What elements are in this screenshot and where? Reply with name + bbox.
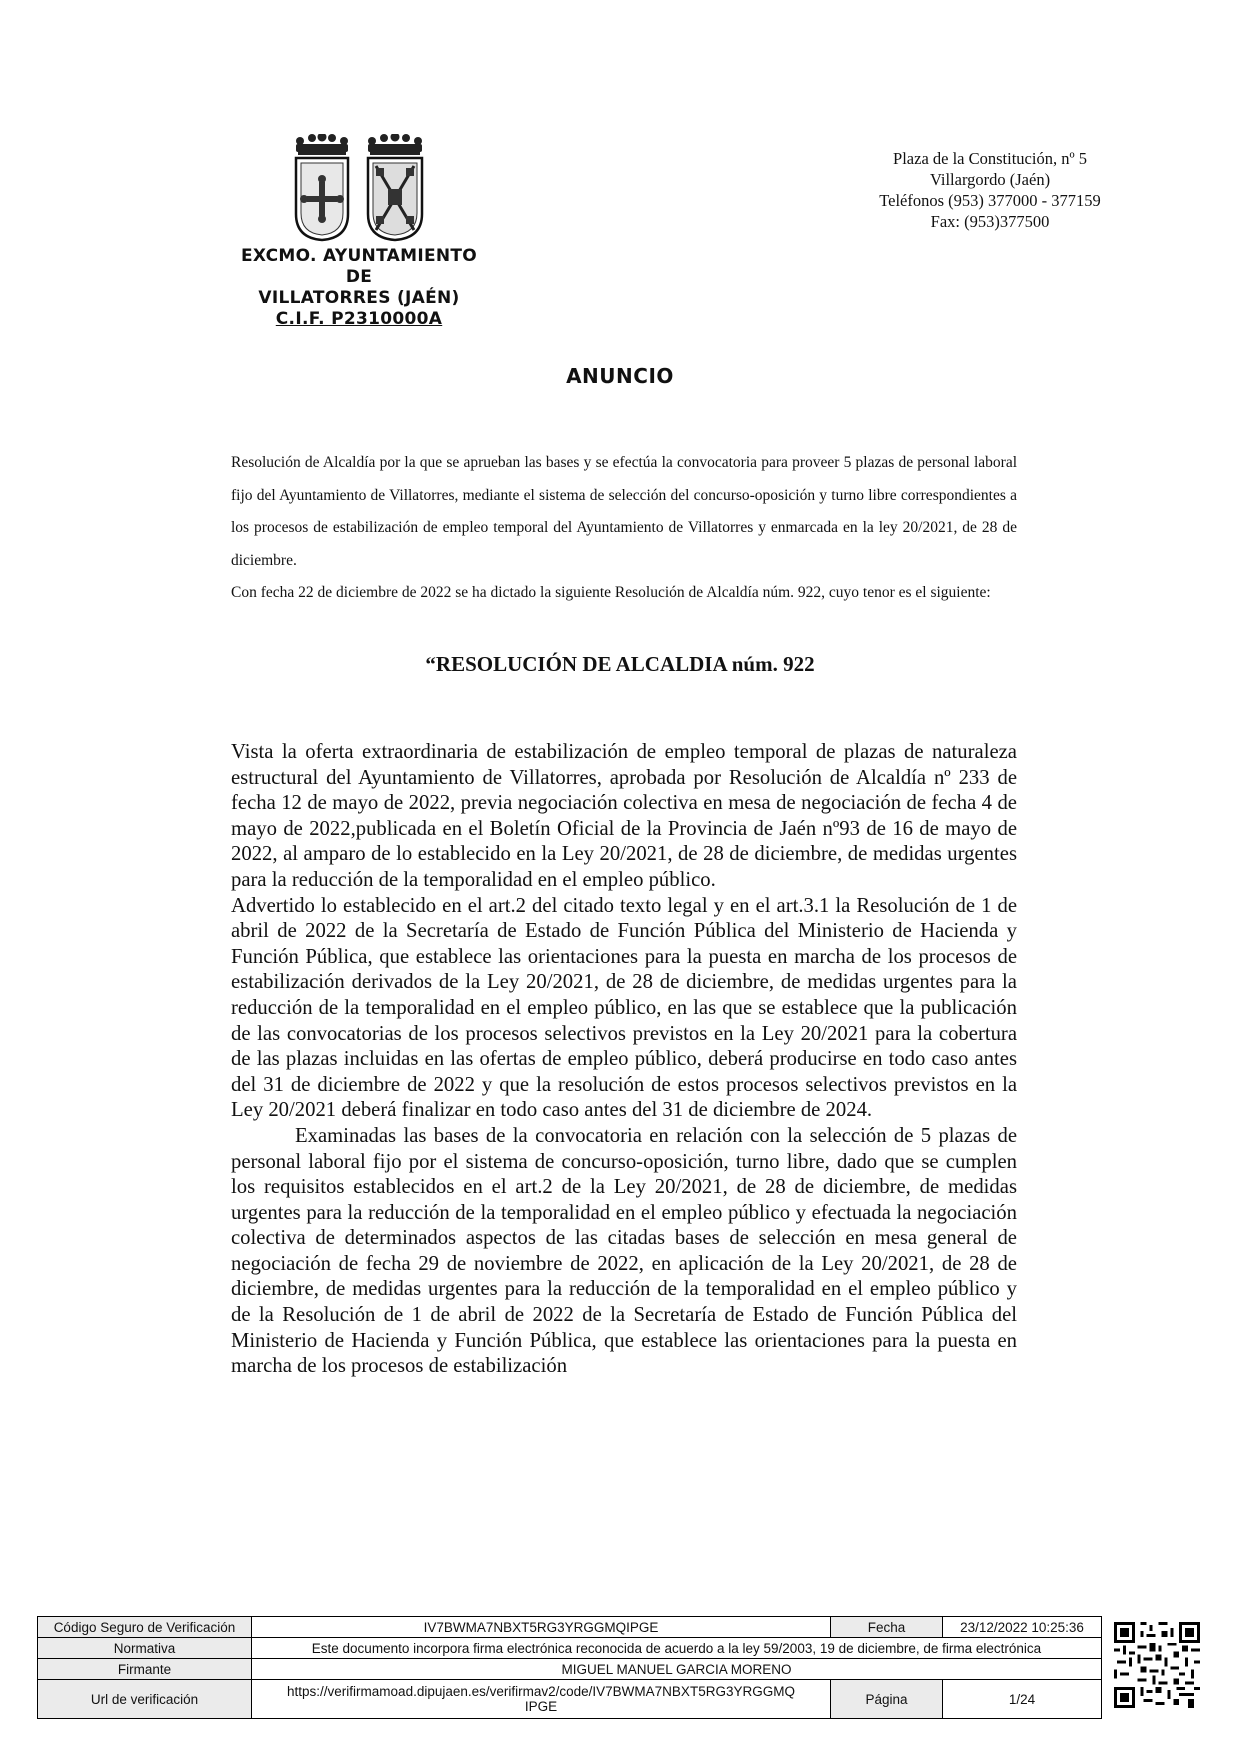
address-block [850, 148, 1130, 232]
table-row [38, 1638, 1102, 1659]
body-paragraph-3: Examinadas las bases de la convocatoria en relación con la selección de 5 plazas de personal laboral fijo por el sistema de concurso-oposición, turno libre, dado que se cumplen los requisitos establecidos en el art.2 de la Ley 20/2021, de 28 de diciembre, de medidas urgentes para la reducción de la temporalidad en el empleo público y efectuada la negociación colectiva de determinados aspectos de las citadas bases de selección en mesa general de negociación de fecha 29 de noviembre de 2022, en aplicación de la Ley 20/2021, de 28 de diciembre, de medidas urgentes para la reducción de la temporalidad en el empleo público y de la Resolución de 1 de abril de 2022 de la Secretaría de Estado de Función Pública del Ministerio de Hacienda y Función Pública, que establece las orientaciones para la puesta en marcha de los procesos de estabilización [231, 1124, 1017, 1378]
org-name-line2: DE [345, 267, 373, 287]
url-label: Url de verificación [38, 1680, 252, 1719]
address-phones: Teléfonos (953) 377000 - 377159 [879, 191, 1101, 210]
org-cif: C.I.F. P2310000A [275, 309, 443, 329]
address-town: Villargordo (Jaén) [929, 170, 1051, 189]
normativa-label: Normativa [38, 1638, 252, 1659]
table-row [38, 1680, 1102, 1719]
address-fax: Fax: (953)377500 [930, 212, 1050, 231]
org-name-line3: VILLATORRES (JAÉN) [258, 288, 460, 308]
resolution-title: “RESOLUCIÓN DE ALCALDIA núm. 922 [425, 652, 815, 676]
fecha-label: Fecha [831, 1617, 943, 1638]
pagina-label: Página [831, 1680, 943, 1719]
qr-code-icon [1114, 1622, 1200, 1708]
csv-value: IV7BWMA7NBXT5RG3YRGGMQIPGE [252, 1617, 831, 1638]
resolution-body [231, 740, 1017, 1380]
coat-of-arms-logo [290, 134, 430, 242]
intro-section [231, 447, 1017, 610]
organization-block [214, 246, 504, 330]
url-value-line1[interactable]: https://verifirmamoad.dipujaen.es/verifirmav2/code/IV7BWMA7NBXT5RG3YRGGMQ [287, 1684, 795, 1699]
address-street: Plaza de la Constitución, nº 5 [893, 149, 1087, 168]
body-paragraph-2: Advertido lo establecido en el art.2 del citado texto legal y en el art.3.1 la Resolución de 1 de abril de 2022 de la Secretaría de Estado de Función Pública del Ministerio de Hacienda y Función Pública, que establece las orientaciones para la puesta en marcha de los procesos de estabilización derivados de la Ley 20/2021, de 28 de diciembre, de medidas urgentes para la reducción de la temporalidad en el empleo público, en las que se establece que la publicación de las convocatorias de los procesos selectivos previstos en la Ley 20/2021 para la cobertura de las plazas incluidas en las ofertas de empleo público, deberá producirse en todo caso antes del 31 de diciembre de 2022 y que la resolución de estos procesos selectivos previstos en la Ley 20/2021 deberá finalizar en todo caso antes del 31 de diciembre de 2024. [231, 894, 1017, 1122]
table-row [38, 1617, 1102, 1638]
verification-table [37, 1616, 1102, 1719]
fecha-value: 23/12/2022 10:25:36 [943, 1617, 1102, 1638]
intro-paragraph-2: Con fecha 22 de diciembre de 2022 se ha dictado la siguiente Resolución de Alcaldía núm. 922, cuyo tenor es el siguiente: [231, 584, 991, 601]
body-paragraph-1: Vista la oferta extraordinaria de estabilización de empleo temporal de plazas de naturaleza estructural del Ayuntamiento de Villatorres, aprobada por Resolución de Alcaldía nº 233 de fecha 12 de mayo de 2022, previa negociación colectiva en mesa de negociación de fecha 4 de mayo de 2022,publicada en el Boletín Oficial de la Provincia de Jaén nº93 de 16 de mayo de 2022, al amparo de lo establecido en la Ley 20/2021, de 28 de diciembre, de medidas urgentes para la reducción de la temporalidad en el empleo público. [231, 741, 1017, 891]
signature-footer [37, 1616, 1102, 1719]
pagina-value: 1/24 [943, 1680, 1102, 1719]
intro-paragraph-1: Resolución de Alcaldía por la que se aprueban las bases y se efectúa la convocatoria para proveer 5 plazas de personal laboral fijo del Ayuntamiento de Villatorres, mediante el sistema de selección del concurso-oposición y turno libre correspondientes a los procesos de estabilización de empleo temporal del Ayuntamiento de Villatorres y enmarcada en la ley 20/2021, de 28 de diciembre. [231, 454, 1017, 569]
firmante-label: Firmante [38, 1659, 252, 1680]
org-name-line1: EXCMO. AYUNTAMIENTO [240, 246, 478, 266]
url-value[interactable] [252, 1680, 831, 1719]
normativa-value: Este documento incorpora firma electrónica reconocida de acuerdo a la ley 59/2003, 19 de diciembre, de firma electrónica [252, 1638, 1102, 1659]
table-row [38, 1659, 1102, 1680]
document-heading: ANUNCIO [566, 364, 674, 388]
firmante-value: MIGUEL MANUEL GARCIA MORENO [252, 1659, 1102, 1680]
url-value-line2[interactable]: IPGE [524, 1699, 558, 1714]
csv-label: Código Seguro de Verificación [38, 1617, 252, 1638]
